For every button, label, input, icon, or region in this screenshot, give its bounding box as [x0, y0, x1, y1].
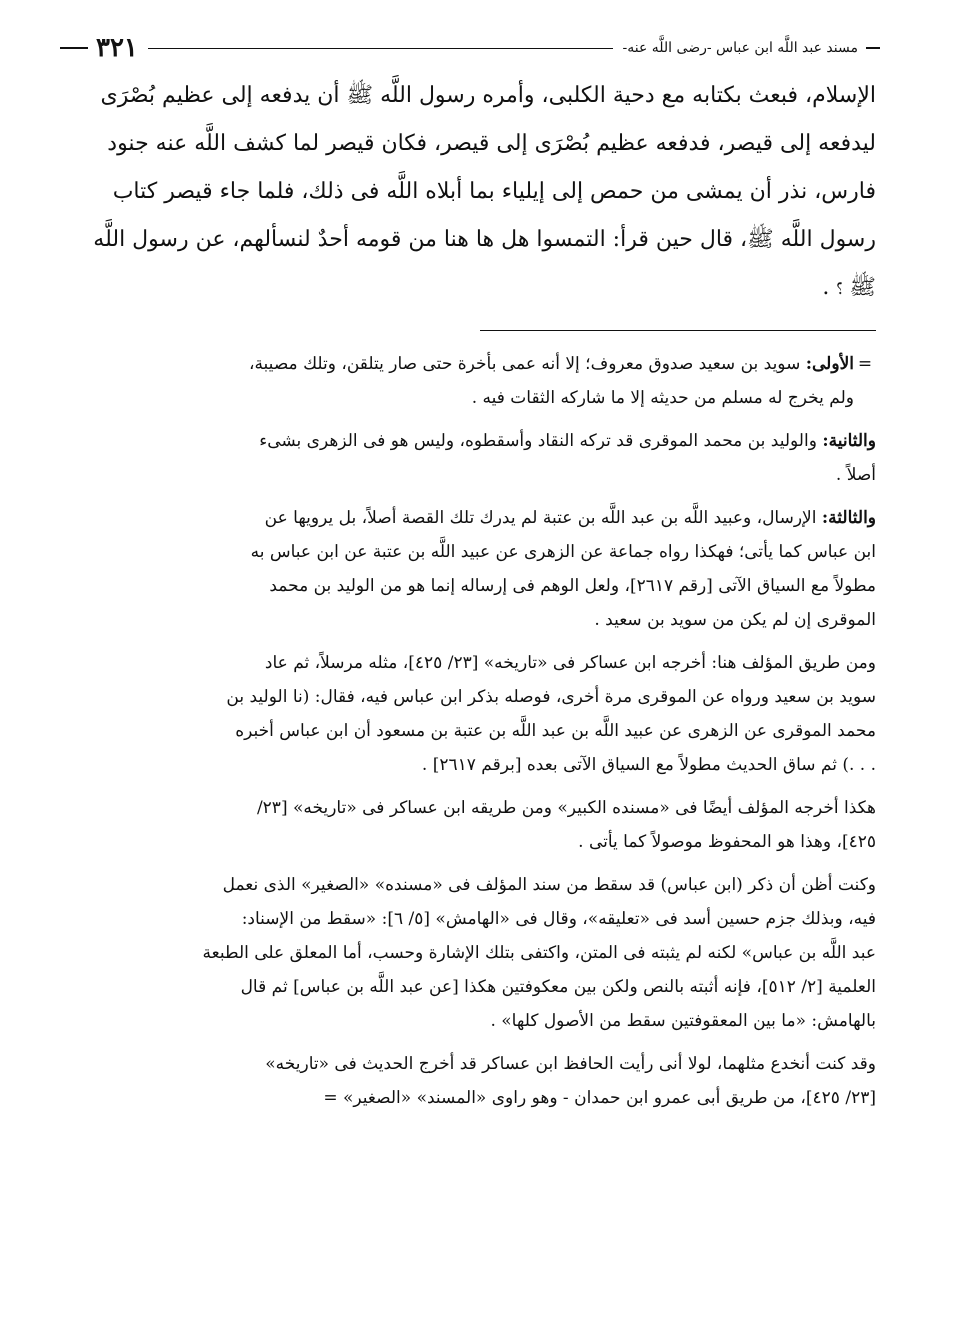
running-title: مسند عبد اللَّه ابن عباس -رضى اللَّه عنه- [622, 40, 858, 56]
footnote-paragraph [76, 347, 876, 415]
footnote-line: وكنت أظن أن ذكر (ابن عباس) قد سقط من سند المؤلف فى «مسنده» «الصغير» الذى نعمل [222, 875, 876, 895]
continuation-mark: = [857, 354, 873, 374]
footnote-line [76, 501, 876, 535]
footnote-line: . . .) ثم ساق الحديث مطولاً مع السياق الآتى بعده [برقم ٢٦١٧] . [421, 755, 876, 775]
header-rule [148, 48, 613, 49]
footnote-paragraph [76, 791, 876, 859]
footnote-text: سويد بن سعيد صدوق معروف؛ إلا أنه عمى بأخرة حتى صار يتلقن، وتلك مصيبة، [248, 354, 801, 374]
footnote-line: بالهامش: «ما بين المعقوفتين سقط من الأصول كلها» . [490, 1011, 876, 1031]
main-text-line: ﷺ ؟ . [822, 275, 876, 300]
footnote-line: عبد اللَّه بن عباس» لكنه لم يثبته فى المتن، واكتفى بتلك الإشارة وحسب، أما المعلق على الطبعة [202, 943, 876, 963]
footnotes [76, 347, 876, 1124]
main-text-line: الإسلام، فبعث بكتابه مع دحية الكلبى، وأمره رسول اللَّه ﷺ أن يدفعه إلى عظيم بُصْرَى [100, 83, 876, 108]
footnote-line: العلمية [٢/ ٥١٢]، فإنه أثبته بالنص ولكن بين معكوفتين هكذا [عن عبد اللَّه بن عباس] ثم قال [240, 977, 876, 997]
main-text [76, 72, 876, 312]
footnote-text: والوليد بن محمد الموقرى قد تركه النقاد وأسقطوه، وليس هو فى الزهرى بشىء [259, 431, 817, 451]
footnote-text: الإرسال، وعبيد اللَّه بن عبد اللَّه بن عتبة لم يدرك تلك القصة أصلاً، بل يرويها عن [264, 508, 817, 528]
footnote-line: ٤٢٥]، وهذا هو المحفوظ موصولاً كما يأتى . [578, 832, 876, 852]
footnote-line: ابن عباس كما يأتى؛ فهكذا رواه جماعة عن الزهرى عن عبيد اللَّه بن عتبة عن ابن عباس به [250, 542, 876, 562]
footnote-lead: والثالثة: [821, 508, 876, 528]
footnote-line: [٢٣/ ٤٢٥]، من طريق أبى عمرو ابن حمدان - وهو راوى «المسند» «الصغير» = [323, 1088, 876, 1108]
footnote-paragraph [76, 501, 876, 637]
footnote-paragraph [76, 646, 876, 782]
footnote-line: وقد كنت أنخدع مثلهما، لولا أنى رأيت الحافظ ابن عساكر قد أخرج الحديث فى «تاريخه» [265, 1054, 876, 1074]
footnote-lead: والثانية: [822, 431, 876, 451]
running-header [60, 28, 880, 68]
footnote-paragraph [76, 424, 876, 492]
footnote-separator [480, 330, 876, 331]
header-dash-right [866, 47, 880, 49]
main-text-line: ليدفعه إلى قيصر، فدفعه عظيم بُصْرَى إلى قيصر، فكان قيصر لما كشف اللَّه عنه جنود [107, 131, 876, 156]
main-text-line: فارس، نذر أن يمشى من حمص إلى إيلياء بما أبلاه اللَّه فى ذلك، فلما جاء قيصر كتاب [112, 179, 876, 204]
footnote-line: فيه، وبذلك جزم حسين أسد فى «تعليقه»، وقال فى «الهامش» [٥/ ٦]: «سقط من الإسناد: [241, 909, 876, 929]
footnote-lead: الأولى: [805, 354, 854, 374]
footnote-line [76, 424, 876, 458]
footnote-line: ومن طريق المؤلف هنا: أخرجه ابن عساكر فى «تاريخه» [٢٣/ ٤٢٥]، مثله مرسلاً، ثم عاد [264, 653, 876, 673]
footnote-paragraph [76, 868, 876, 1038]
footnote-line: ولم يخرج له مسلم من حديثه إلا ما شاركه الثقات فيه . [471, 388, 854, 408]
footnote-line: سويد بن سعيد ورواه عن الموقرى مرة أخرى، فوصله بذكر ابن عباس فيه، فقال: (نا الوليد بن [226, 687, 876, 707]
footnote-line: أصلاً . [835, 465, 876, 485]
footnote-paragraph [76, 1047, 876, 1115]
footnote-line: هكذا أخرجه المؤلف أيضًا فى «مسنده الكبير» ومن طريقه ابن عساكر فى «تاريخه» [٢٣/ [256, 798, 876, 818]
footnote-line: الموقرى إن لم يكن من سويد بن سعيد . [594, 610, 876, 630]
footnote-line: مطولاً مع السياق الآتى [رقم ٢٦١٧]، ولعل الوهم فى إرساله إنما هو من الوليد بن محمد [269, 576, 876, 596]
header-dash-left [60, 47, 88, 49]
page-number: ٣٢١ [96, 33, 138, 63]
main-text-line: رسول اللَّه ﷺ، قال حين قرأ: التمسوا هل ها هنا من قومه أحدٌ لنسألهم، عن رسول اللَّه [93, 227, 876, 252]
footnote-line: محمد الموقرى عن الزهرى عن عبيد اللَّه بن عبد اللَّه بن عتبة بن مسعود أن ابن عباس أخبره [235, 721, 876, 741]
footnote-line [76, 347, 876, 381]
